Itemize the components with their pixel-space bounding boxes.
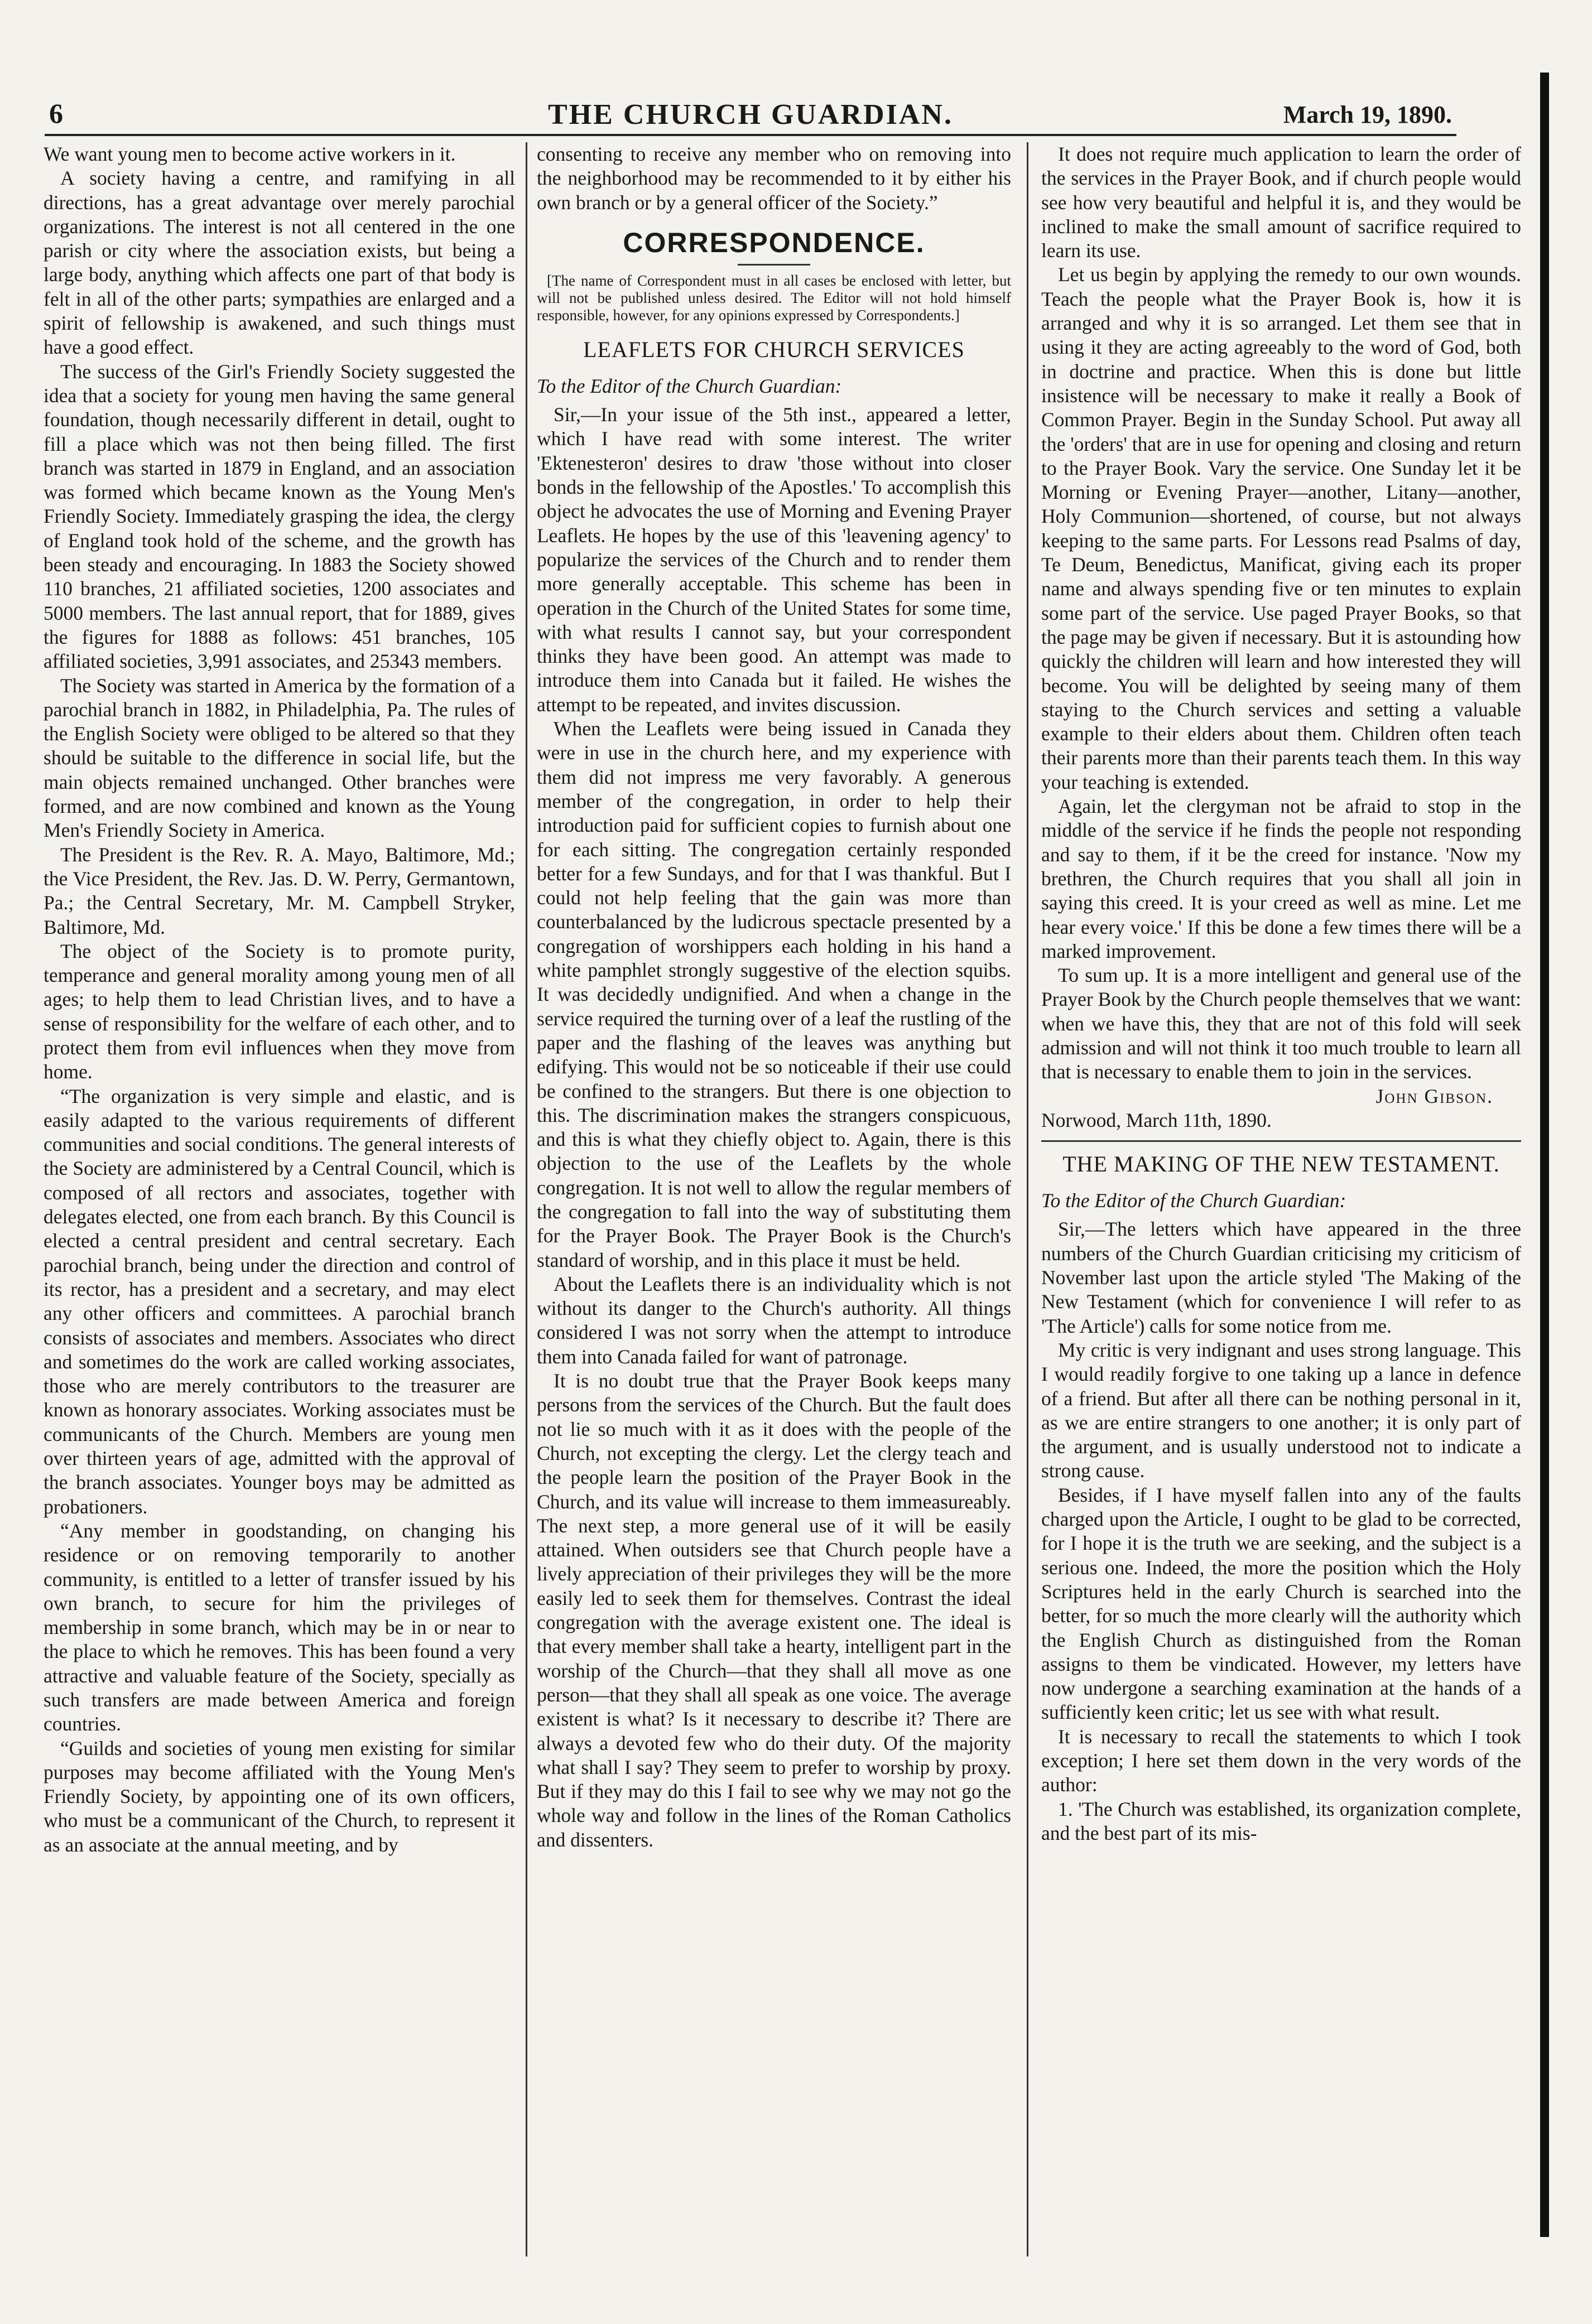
newspaper-title: THE CHURCH GUARDIAN. (548, 99, 953, 131)
paragraph: The object of the Society is to promote purity, temperance and general morality among young men of all ages; to help them to lead Christian lives, and to have a sense of responsibility for the welfare of each other, and to protect them from evil influences when they move from home. (44, 939, 515, 1083)
paragraph: About the Leaflets there is an individuality which is not without its danger to the Church's authority. All things considered I was not sorry when the attempt to introduce them into Canada failed for want of patronage. (537, 1272, 1011, 1368)
paragraph: consenting to receive any member who on removing into the neighborhood may be recommended to it by either his own branch or by a general officer of the Society.” (537, 143, 1011, 214)
page-edge-bar (1540, 73, 1549, 2237)
column-1 (44, 142, 515, 2257)
column-2 (537, 142, 1011, 2257)
paragraph: Let us begin by applying the remedy to our own wounds. Teach the people what the Prayer Book is, how it is arranged and why it is so arranged. Let them see that in using it they are acting agreeably to the word of God, both in doctrine and practice. When this is done but little insistence will be necessary to make it really a Book of Common Prayer. Begin in the Sunday School. Put away all the 'orders' that are in use for opening and closing and return to the Prayer Book. Vary the service. One Sunday let it be Morning or Evening Prayer—another, Litany—another, Holy Communion—shortened, of course, but not always keeping to the same parts. For Lessons read Psalms of day, Te Deum, Benedictus, Manificat, giving each its proper name and always spending five or ten minutes to explain some part of the service. Use paged Prayer Books, so that the page may be given if necessary. But it is astounding how quickly the children will learn and how interested they will become. You will be delighted by seeing many of them staying to the Church services and setting a valuable example to their elders about them. Children often teach their parents more than their parents teach them. In this way your teaching is extended. (1041, 263, 1521, 793)
paragraph: When the Leaflets were being issued in Canada they were in use in the church here, and my experience with them did not impress me very favorably. A generous member of the congregation, in order to help their introduction paid for sufficient copies to furnish about one for each sitting. The congregation certainly responded better for a few Sundays, and for that I was thankful. But I could not help feeling that the gain was more than counterbalanced by the ludicrous spectacle presented by a congregation of worshippers each holding in his hand a white pamphlet strongly suggestive of the election squibs. It was decidedly undignified. And when a change in the service required the turning over of a leaf the rustling of the paper and the flashing of the leaves was anything but edifying. This would not be so noticeable if their use could be confined to the strangers. But there is one objection to this. The discrimination makes the strangers conspicuous, and this is what they chiefly object to. Again, there is this objection to the use of the Leaflets by the whole congregation. It is not well to allow the regular members of the congregation to fall into the way of substituting them for the Prayer Book. The Prayer Book is the Church's standard of worship, and in this place it must be held. (537, 717, 1011, 1271)
paragraph: It is necessary to recall the statements to which I took exception; I here set them down in the very words of the author: (1041, 1725, 1521, 1796)
paragraph: Sir,—The letters which have appeared in the three numbers of the Church Guardian criticising my criticism of November last upon the article styled 'The Making of the New Testament (which for convenience I will refer to as 'The Article') calls for some notice from me. (1041, 1218, 1521, 1337)
salutation: To the Editor of the Church Guardian: (1041, 1189, 1346, 1212)
correspondence-heading: CORRESPONDENCE. (623, 226, 925, 258)
divider (738, 264, 810, 266)
paragraph: The President is the Rev. R. A. Mayo, Baltimore, Md.; the Vice President, the Rev. Jas. D. W. Perry, Germantown, Pa.; the Central Secretary, Mr. M. Campbell Stryker, Baltimore, Md. (44, 843, 515, 938)
column-3 (1041, 142, 1521, 2257)
letter-title: LEAFLETS FOR CHURCH SERVICES (583, 336, 965, 362)
dateline: Norwood, March 11th, 1890. (1041, 1108, 1272, 1131)
page-number: 6 (49, 98, 63, 129)
paragraph: The success of the Girl's Friendly Society suggested the idea that a society for young men having the same general foundation, though necessarily different in detail, ought to fill a place which was not then being filled. The first branch was started in 1879 in England, and an association was formed which became known as the Young Men's Friendly Society. Immediately grasping the idea, the clergy of England took hold of the scheme, and the growth has been steady and encouraging. In 1883 the Society showed 110 branches, 21 affiliated societies, 1200 associates and 5000 members. The last annual report, that for 1889, gives the figures for 1888 as follows: 451 branches, 105 affiliated societies, 3,991 associates, and 25343 members. (44, 360, 515, 673)
salutation: To the Editor of the Church Guardian: (537, 374, 842, 397)
paragraph: To sum up. It is a more intelligent and general use of the Prayer Book by the Church people themselves that we want: when we have this, they that are not of this fold will seek admission and will not think it too much trouble to learn all that is necessary to enable them to join in the services. (1041, 964, 1521, 1083)
paragraph: A society having a centre, and ramifying in all directions, has a great advantage over merely parochial organizations. The interest is not all centered in the one parish or city where the association exists, but being a large body, anything which affects one part of that body is felt in all of the other parts; sympathies are enlarged and a spirit of fellowship is awakened, and such things must have a good effect. (44, 167, 515, 359)
paragraph: It is no doubt true that the Prayer Book keeps many persons from the services of the Church. But the fault does not lie so much with it as it does with the people of the Church, not excepting the clergy. Let the clergy teach and the people learn the position of the Prayer Book in the Church, and its value will increase to them immeasureably. The next step, a more general use of it will be easily attained. When outsiders see that Church people have a lively appreciation of their privileges they will be the more easily led to seek them for themselves. Contrast the ideal congregation with the average existent one. The ideal is that every member shall take a hearty, intelligent part in the worship of the Church—that they shall all move as one person—that they shall all speak as one voice. The average existent is what? Is it necessary to describe it? There are always a devoted few who do their duty. Of the majority what shall I say? They seem to prefer to worship by proxy. But if they may do this I fail to see why we may not go the whole way and follow in the lines of the Roman Catholics and dissenters. (537, 1370, 1011, 1851)
paragraph: Sir,—In your issue of the 5th inst., appeared a letter, which I have read with some interest. The writer 'Ektenesteron' desires to draw 'those without into closer bonds in the fellowship of the Apostles.' To accomplish this object he advocates the use of Morning and Evening Prayer Leaflets. He hopes by the use of this 'leavening agency' to popularize the services of the Church and to render them more generally acceptable. This scheme has been in operation in the Church of the United States for some time, with what results I cannot say, but your correspondent thinks they have been good. An attempt was made to introduce them into Canada but it failed. He wishes the attempt to be repeated, and invites discussion. (537, 403, 1011, 716)
paragraph: “The organization is very simple and elastic, and is easily adapted to the various requirements of different communities and social conditions. The general interests of the Society are administered by a Central Council, which is composed of all rectors and associates, together with delegates elected, one from each branch. By this Council is elected a central president and central secretary. Each parochial branch, being under the direction and control of its rector, has a president and a secretary, and may elect any other officers and committees. A parochial branch consists of associates and members. Associates who direct and sometimes do the work are called working associates, those who are merely contributors to the treasurer are known as honorary associates. Working associates must be communicants of the Church. Members are young men over thirteen years of age, admitted with the approval of the branch associates. Younger boys may be admitted as probationers. (44, 1084, 515, 1518)
paragraph: 1. 'The Church was established, its organization complete, and the best part of its mis- (1041, 1797, 1521, 1844)
column-rule (526, 142, 527, 2257)
masthead (45, 95, 1456, 136)
paragraph: It does not require much application to learn the order of the services in the Prayer Book, and if church people would see how very beautiful and helpful it is, and they would be inclined to make the small amount of sacrifice required to learn its use. (1041, 143, 1521, 262)
editor-note: [The name of Correspondent must in all cases be enclosed with letter, but will not be published unless desired. The Editor will not hold himself responsible, however, for any opinions expressed by Correspondents.] (537, 272, 1011, 324)
paragraph: Besides, if I have myself fallen into any of the faults charged upon the Article, I ought to be glad to be corrected, for I hope it is the truth we are seeking, and the subject is a serious one. Indeed, the more the position which the Holy Scriptures held in the early Church is searched into the better, for so much the more clearly will the authority which the English Church as distinguished from the Roman assigns to them be vindicated. However, my letters have now undergone a searching examination at the hands of a sufficiently keen critic; let us see with what result. (1041, 1483, 1521, 1724)
column-rule (1027, 142, 1028, 2257)
paragraph: “Any member in goodstanding, on changing his residence or on removing temporarily to another community, is entitled to a letter of transfer issued by his own branch, to secure for him the privileges of membership in some branch, which may be in or near to the place to which he removes. This has been found a very attractive and valuable feature of the Society, specially as such transfers are made between America and foreign countries. (44, 1519, 515, 1735)
issue-date: March 19, 1890. (1283, 101, 1452, 128)
letter-title: THE MAKING OF THE NEW TESTAMENT. (1062, 1151, 1500, 1177)
paragraph: We want young men to become active workers in it. (44, 143, 456, 165)
signature: John Gibson. (1375, 1084, 1493, 1107)
paragraph: Again, let the clergyman not be afraid to stop in the middle of the service if he finds the people not responding and say to them, if it be the creed for instance. 'Now my brethren, the Church requires that you shall all join in saying this creed. It is your creed as well as mine. Let me hear every voice.' If this be done a few times there will be a marked improvement. (1041, 795, 1521, 962)
divider (1041, 1140, 1521, 1142)
paragraph: The Society was started in America by the formation of a parochial branch in 1882, in Philadelphia, Pa. The rules of the English Society were obliged to be altered so that they should be suitable to the difference in social life, but the main objects remained unchanged. Other branches were formed, and are now combined and known as the Young Men's Friendly Society in America. (44, 674, 515, 842)
paragraph: My critic is very indignant and uses strong language. This I would readily forgive to one taking up a lance in defence of a friend. But after all there can be nothing personal in it, as we are entire strangers to one another; it is only part of the argument, and is usually understood not to indicate a strong cause. (1041, 1338, 1521, 1482)
paragraph: “Guilds and societies of young men existing for similar purposes may become affiliated with the Young Men's Friendly Society, by appointing one of its own officers, who must be a communicant of the Church, to represent it as an associate at the annual meeting, and by (44, 1737, 515, 1856)
